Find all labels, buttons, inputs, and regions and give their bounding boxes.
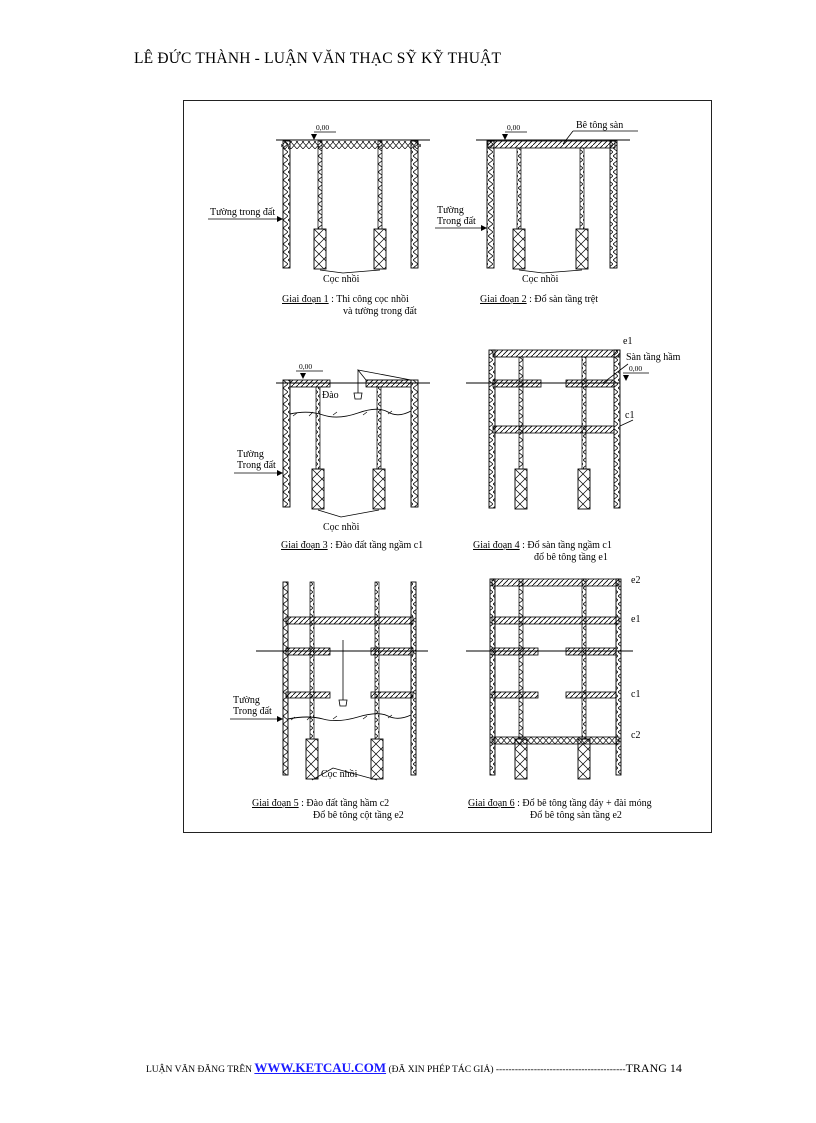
level-e1-label: e1 [623,336,633,347]
bored-pile-right [578,739,590,779]
bored-pile-right [576,229,588,269]
wall-label-line1: Tường [233,695,260,706]
footer-prefix: LUẬN VĂN ĐĂNG TRÊN [146,1065,255,1075]
footer-suffix: (ĐÃ XIN PHÉP TÁC GIẢ) ----------------------------------------- [386,1065,626,1075]
excavator-arm [358,370,411,380]
basement-label: Sàn tầng hầm [626,352,681,363]
bottom-slab-c2 [492,737,619,744]
basement-slab-left [493,380,541,387]
construction-stages-diagram [183,100,712,833]
level-c2-label: c2 [631,730,641,741]
slab-e1 [492,617,619,624]
column-right [582,579,586,739]
panel-stage-1 [208,123,430,317]
panel-stage-5 [230,582,428,821]
dig-label: Đào [322,390,339,401]
slab-e2 [492,579,619,586]
diaphragm-wall-right [411,141,418,268]
caption-stage-6-line2: Đổ bê tông sàn tầng e2 [530,810,622,821]
pile-label: Cọc nhồi [323,274,360,285]
bored-pile-left [515,469,527,509]
column-left [519,357,523,469]
page-number: TRANG 14 [625,1061,682,1075]
bored-pile-left [314,229,326,269]
column-left [318,141,322,229]
caption-stage-5-line2: Đổ bê tông cột tầng e2 [313,810,404,821]
bored-pile-right [373,469,385,509]
column-right [378,141,382,229]
level-e2-label: e2 [631,575,641,586]
level-e1-label: e1 [631,614,641,625]
level-marker: 0,00 [629,364,643,373]
slab-e1 [493,350,620,357]
wall-label-line2: Trong đất [237,460,276,471]
level-marker: 0,00 [299,362,313,371]
bored-pile-left [513,229,525,269]
column-left [310,582,314,739]
diaphragm-wall-left [283,582,288,775]
page-footer [146,1060,682,1076]
slab-c1 [493,426,614,433]
diaphragm-wall-right [411,582,416,775]
column-right [375,582,379,739]
wall-label-line1: Tường [437,205,464,216]
panel-stage-3 [234,362,430,551]
column-left [519,579,523,739]
caption-stage-3: Giai đoạn 3 : Đào đất tầng ngầm c1 [281,540,424,551]
website-link[interactable]: WWW.KETCAU.COM [254,1060,387,1075]
diaphragm-wall-left [487,141,494,268]
slab-c1-left [286,692,330,698]
bucket-icon [339,700,347,706]
bored-pile-right [374,229,386,269]
slab-e1 [286,617,413,624]
bored-pile-right [578,469,590,509]
column-right [580,148,584,229]
slab-left [492,648,538,655]
diaphragm-wall-right [411,380,418,507]
slab-c1-left [492,692,538,698]
bucket-icon [354,393,362,399]
excavation-line [288,714,411,721]
ground-soil-hatch [281,141,421,149]
diaphragm-wall-left [283,380,290,507]
caption-stage-5: Giai đoạn 5 : Đào đất tầng hầm c2 [252,798,390,809]
slab-c1-right [566,692,616,698]
pile-label: Cọc nhồi [522,274,559,285]
pile-label: Cọc nhồi [321,769,358,780]
wall-label-line1: Tường [237,449,264,460]
excavation-line [290,409,411,417]
slab-label: Bê tông sàn [576,120,624,131]
column-left [316,387,320,469]
panel-stage-2 [435,120,638,305]
level-marker: 0,00 [316,123,330,132]
ground-floor-slab [488,141,615,148]
level-c1-label: c1 [625,410,635,421]
bored-pile-left [312,469,324,509]
caption-stage-2: Giai đoạn 2 : Đổ sàn tầng trệt [480,294,599,305]
basement-slab-right [566,380,614,387]
level-c1-label: c1 [631,689,641,700]
caption-stage-1-line2: và tường trong đất [343,306,417,317]
panel-stage-4 [466,336,681,563]
caption-stage-4-line2: đổ bê tông tầng e1 [534,552,608,563]
page-header: LÊ ĐỨC THÀNH - LUẬN VĂN THẠC SỸ KỸ THUẬT [134,50,502,67]
caption-stage-4: Giai đoạn 4 : Đổ sàn tầng ngầm c1 [473,540,612,551]
bored-pile-left [515,739,527,779]
slab-right [566,648,616,655]
slab-left [290,380,330,387]
slab-left [286,648,330,655]
panel-stage-6 [466,575,652,821]
column-right [377,387,381,469]
diaphragm-wall-left [490,579,495,775]
column-left [517,148,521,229]
wall-label-line2: Trong đất [233,706,272,717]
diaphragm-wall-left [489,350,495,508]
diaphragm-wall-left [283,141,290,268]
caption-stage-6: Giai đoạn 6 : Đổ bê tông tầng đáy + đài móng [468,798,652,809]
diaphragm-wall-right [616,579,621,775]
bored-pile-left [306,739,318,779]
wall-label: Tường trong đất [210,207,276,218]
bored-pile-right [371,739,383,779]
caption-stage-1: Giai đoạn 1 : Thi công cọc nhồi [282,294,409,305]
pile-label: Cọc nhồi [323,522,360,533]
level-marker: 0,00 [507,123,521,132]
wall-label-line2: Trong đất [437,216,476,227]
slab-right [366,380,411,387]
diaphragm-wall-right [610,141,617,268]
column-right [582,357,586,469]
